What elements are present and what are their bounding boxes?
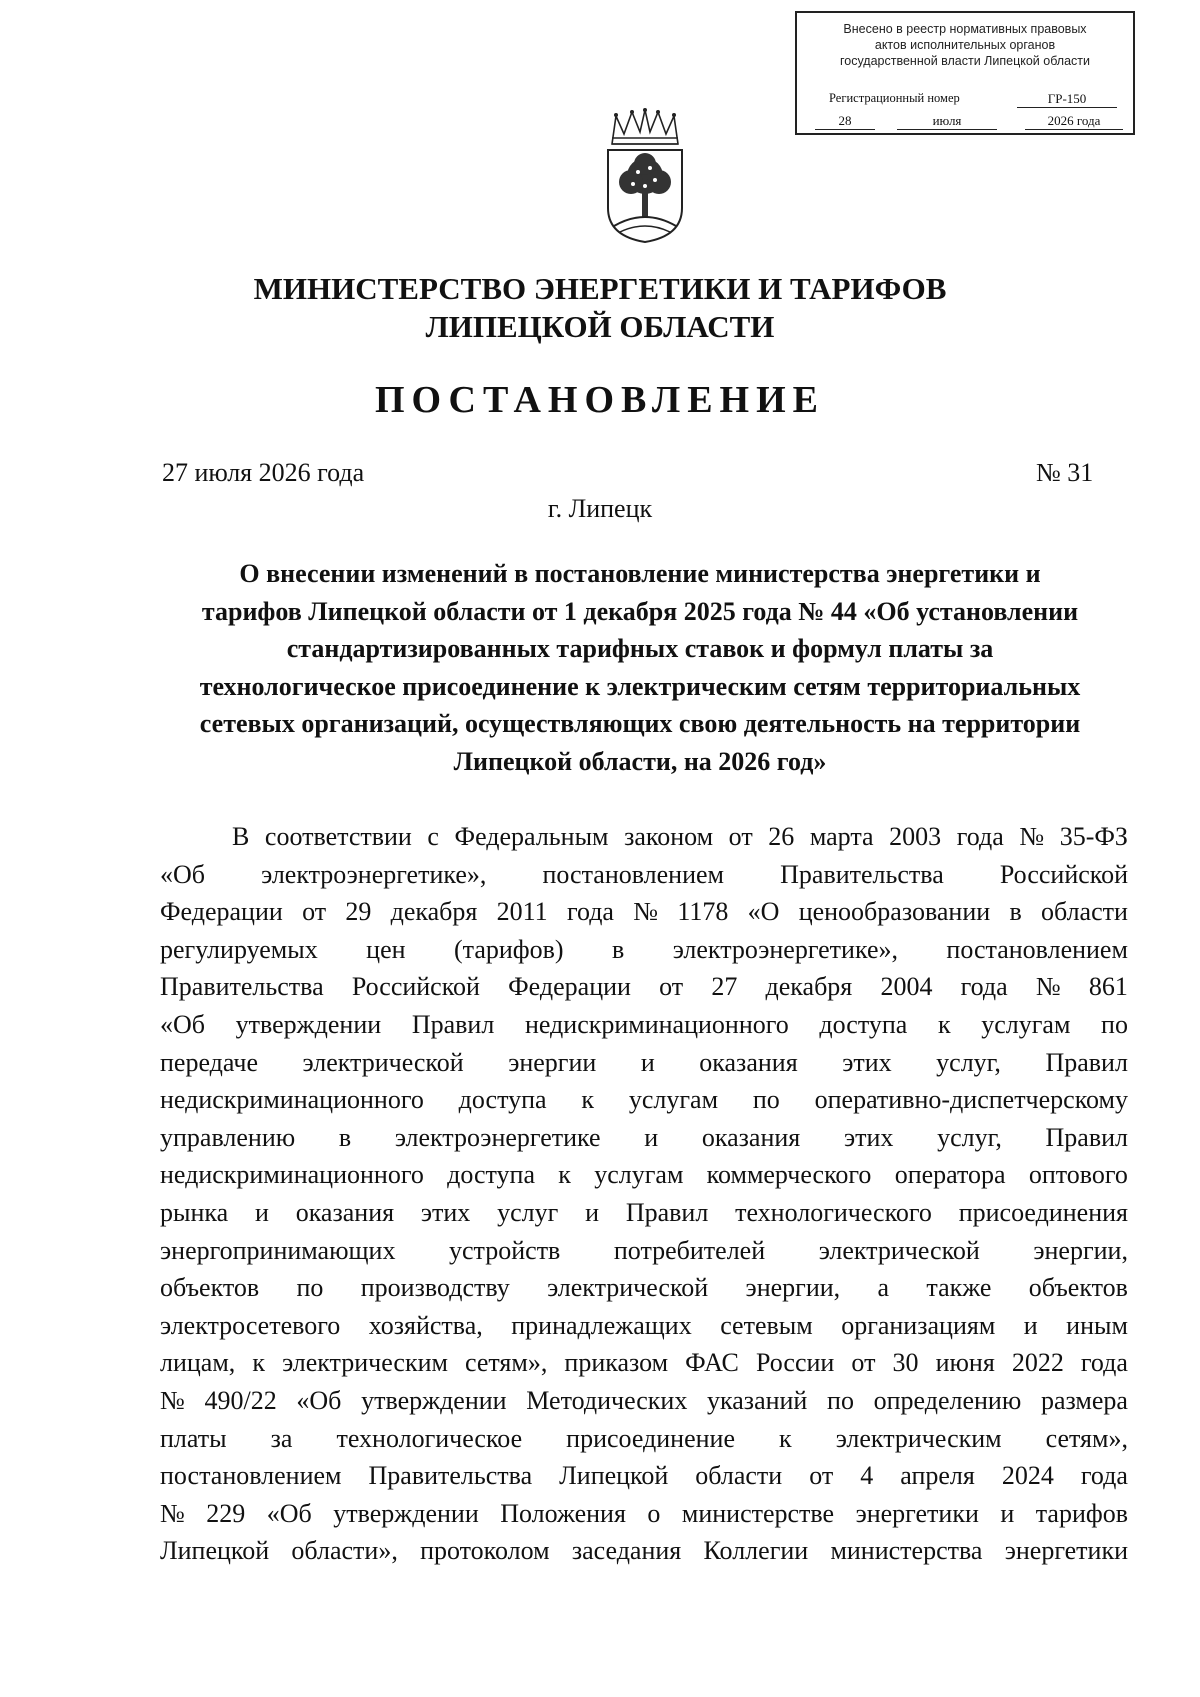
body-word: оптового bbox=[1028, 1160, 1128, 1190]
body-word: по bbox=[296, 1273, 324, 1303]
body-word: услуг bbox=[497, 1197, 559, 1227]
body-line bbox=[160, 1119, 1128, 1157]
lipetsk-coat-of-arms-icon bbox=[600, 108, 690, 243]
body-word: объектов bbox=[160, 1273, 260, 1303]
body-word: заседания bbox=[571, 1536, 682, 1566]
body-word: Правительства bbox=[160, 972, 324, 1002]
body-word: к bbox=[252, 1348, 265, 1378]
body-word: от bbox=[809, 1461, 834, 1491]
body-word: сетям», bbox=[1045, 1423, 1128, 1453]
body-word: иным bbox=[1066, 1310, 1128, 1340]
body-word: от bbox=[302, 897, 327, 927]
body-word: энергии bbox=[508, 1047, 597, 1077]
ministry-line-1: МИНИСТЕРСТВО ЭНЕРГЕТИКИ И ТАРИФОВ bbox=[253, 271, 947, 306]
body-word: «О bbox=[747, 897, 780, 927]
body-word: утверждении bbox=[333, 1498, 479, 1528]
body-word: утверждении bbox=[235, 1009, 382, 1039]
body-word: регулируемых bbox=[160, 934, 318, 964]
body-line bbox=[160, 856, 1128, 894]
body-word: законом bbox=[624, 822, 714, 851]
body-word: оператора bbox=[894, 1160, 1006, 1190]
body-word: электрической bbox=[818, 1235, 980, 1265]
body-word: размера bbox=[1040, 1385, 1128, 1415]
body-word: услугам bbox=[628, 1085, 719, 1115]
body-word: от bbox=[851, 1348, 876, 1378]
body-word: услуг, bbox=[937, 1122, 1002, 1152]
body-word: к bbox=[558, 1160, 571, 1190]
body-line bbox=[160, 1307, 1128, 1345]
body-word: энергии, bbox=[745, 1273, 841, 1303]
body-word: этих bbox=[842, 1047, 892, 1077]
body-word: 29 bbox=[345, 897, 372, 927]
body-line bbox=[160, 1156, 1128, 1194]
body-line bbox=[160, 1495, 1128, 1533]
body-word: постановлением bbox=[542, 859, 725, 889]
body-word: производству bbox=[360, 1273, 510, 1303]
body-word: министерстве bbox=[681, 1498, 835, 1528]
body-word: 2024 bbox=[1001, 1461, 1054, 1491]
body-word: услугам bbox=[594, 1160, 684, 1190]
title-line: Липецкой области, на 2026 год» bbox=[453, 746, 827, 776]
body-word: от bbox=[728, 822, 753, 851]
body-line bbox=[160, 1457, 1128, 1495]
body-word: Федеральным bbox=[454, 822, 609, 851]
body-word: «Об bbox=[296, 1385, 342, 1415]
body-word: апреля bbox=[900, 1461, 975, 1491]
body-word: сетевым bbox=[720, 1310, 813, 1340]
body-word: к bbox=[779, 1423, 792, 1453]
stamp-line-2: актов исполнительных органов bbox=[874, 38, 1056, 52]
body-word: Положения bbox=[500, 1498, 626, 1528]
title-line: сетевых организаций, осуществляющих свою деятельность на территории bbox=[199, 709, 1081, 738]
body-line bbox=[160, 1194, 1128, 1232]
body-word: года bbox=[1080, 1348, 1128, 1378]
body-word: Федерации bbox=[160, 897, 283, 927]
body-line bbox=[160, 931, 1128, 969]
document-city: г. Липецк bbox=[547, 494, 653, 523]
body-word: этих bbox=[843, 1122, 894, 1152]
body-word: о bbox=[647, 1498, 661, 1528]
body-line bbox=[160, 1269, 1128, 1307]
body-word: электроэнергетике», bbox=[672, 934, 898, 964]
body-word: электроэнергетике», bbox=[261, 859, 487, 889]
body-word: № bbox=[160, 1385, 185, 1415]
body-word: № bbox=[1035, 972, 1061, 1002]
body-word: управлению bbox=[160, 1122, 296, 1152]
document-title bbox=[150, 555, 1130, 780]
body-word: электрическим bbox=[282, 1348, 448, 1378]
body-word: присоединения bbox=[958, 1197, 1128, 1227]
body-word: этих bbox=[420, 1197, 471, 1227]
body-word: утверждении bbox=[361, 1385, 507, 1415]
body-word: за bbox=[270, 1423, 293, 1453]
document-date: 27 июля 2026 года bbox=[162, 458, 365, 487]
body-word: и bbox=[644, 1122, 659, 1152]
body-word: июня bbox=[935, 1348, 995, 1378]
body-word: электрическим bbox=[835, 1423, 1002, 1453]
body-word: доступа bbox=[447, 1160, 536, 1190]
body-word: платы bbox=[160, 1423, 227, 1453]
body-word: хозяйства, bbox=[368, 1310, 483, 1340]
stamp-year: 2026 года bbox=[1025, 113, 1123, 130]
body-word: также bbox=[926, 1273, 992, 1303]
body-word: лицам, bbox=[160, 1348, 236, 1378]
body-word: ФАС bbox=[685, 1348, 739, 1378]
body-word: а bbox=[877, 1273, 890, 1303]
body-word: электрической bbox=[547, 1273, 709, 1303]
body-word: В bbox=[232, 822, 250, 851]
body-word: по bbox=[1101, 1009, 1128, 1039]
stamp-line-1: Внесено в реестр нормативных правовых bbox=[843, 22, 1087, 36]
title-line: технологическое присоединение к электрическим сетям территориальных bbox=[199, 671, 1081, 701]
body-word: определению bbox=[873, 1385, 1022, 1415]
body-word: доступа bbox=[819, 1009, 908, 1039]
body-word: потребителей bbox=[613, 1235, 766, 1265]
body-word: оказания bbox=[295, 1197, 395, 1227]
body-word: к bbox=[581, 1085, 595, 1115]
body-word: Липецкой bbox=[559, 1461, 669, 1491]
body-word: постановлением bbox=[160, 1461, 342, 1491]
body-word: технологическое bbox=[336, 1423, 523, 1453]
body-word: России bbox=[755, 1348, 835, 1378]
stamp-reg-label: Регистрационный номер bbox=[829, 91, 960, 105]
document-type: ПОСТАНОВЛЕНИЕ bbox=[374, 379, 826, 421]
body-word: объектов bbox=[1028, 1273, 1128, 1303]
registry-stamp bbox=[795, 11, 1135, 135]
body-line bbox=[160, 968, 1128, 1006]
body-word: 2011 bbox=[496, 897, 548, 927]
body-word: коммерческого bbox=[706, 1160, 872, 1190]
body-line bbox=[160, 1532, 1128, 1570]
body-word: 861 bbox=[1088, 972, 1128, 1002]
body-word: и bbox=[640, 1047, 655, 1077]
body-word: 27 bbox=[711, 972, 738, 1002]
body-word: от bbox=[659, 972, 684, 1002]
body-word: «Об bbox=[266, 1498, 312, 1528]
body-word: и bbox=[1023, 1310, 1038, 1340]
body-word: декабря bbox=[390, 897, 478, 927]
body-word: 2022 bbox=[1011, 1348, 1064, 1378]
stamp-line-3: государственной власти Липецкой области bbox=[839, 54, 1091, 68]
body-word: Правительства bbox=[780, 859, 944, 889]
body-word: оказания bbox=[699, 1047, 798, 1077]
body-word: протоколом bbox=[420, 1536, 550, 1566]
body-line bbox=[160, 1006, 1128, 1044]
body-word: 26 bbox=[768, 822, 795, 851]
ministry-line-2: ЛИПЕЦКОЙ ОБЛАСТИ bbox=[425, 309, 775, 344]
body-line bbox=[160, 1081, 1128, 1119]
body-word: по bbox=[752, 1085, 780, 1115]
body-word: Липецкой bbox=[160, 1536, 270, 1566]
body-word: 2003 bbox=[889, 822, 942, 851]
body-word: по bbox=[827, 1385, 854, 1415]
body-word: «Об bbox=[160, 1009, 206, 1039]
title-line: тарифов Липецкой области от 1 декабря 2025 года № 44 «Об установлении bbox=[201, 596, 1079, 626]
body-word: № bbox=[633, 897, 659, 927]
body-line bbox=[160, 1344, 1128, 1382]
body-word: Коллегии bbox=[703, 1536, 809, 1566]
body-word: Правил bbox=[411, 1009, 495, 1039]
body-word: принадлежащих bbox=[511, 1310, 692, 1340]
body-word: области», bbox=[291, 1536, 398, 1566]
body-word: 35-ФЗ bbox=[1059, 822, 1128, 851]
body-word: электрической bbox=[302, 1047, 464, 1077]
body-word: 490/22 bbox=[204, 1385, 277, 1415]
document-body bbox=[160, 818, 1128, 1570]
body-word: в bbox=[612, 934, 625, 964]
body-word: и bbox=[1000, 1498, 1015, 1528]
body-word: электросетевого bbox=[160, 1310, 341, 1340]
body-word: к bbox=[937, 1009, 951, 1039]
body-line bbox=[160, 1420, 1128, 1458]
body-word: 1178 bbox=[677, 897, 729, 927]
body-word: и bbox=[254, 1197, 269, 1227]
body-word: 2004 bbox=[880, 972, 933, 1002]
body-word: энергетики bbox=[855, 1498, 979, 1528]
stamp-reg-number: ГР-150 bbox=[1017, 91, 1117, 108]
body-word: области bbox=[695, 1461, 783, 1491]
body-word: Правил bbox=[1045, 1122, 1128, 1152]
document-number: № 31 bbox=[1036, 458, 1094, 487]
body-word: в bbox=[338, 1122, 352, 1152]
body-word: организациям bbox=[841, 1310, 996, 1340]
body-word: электроэнергетике bbox=[394, 1122, 601, 1152]
body-word: декабря bbox=[765, 972, 853, 1002]
body-word: марта bbox=[809, 822, 874, 851]
body-word: Методических bbox=[526, 1385, 688, 1415]
body-word: с bbox=[427, 822, 439, 851]
stamp-day: 28 bbox=[815, 113, 875, 130]
body-word: № bbox=[160, 1498, 185, 1528]
body-word: года bbox=[1080, 1461, 1128, 1491]
body-word: технологического bbox=[735, 1197, 932, 1227]
body-word: недискриминационного bbox=[160, 1085, 424, 1115]
body-line bbox=[160, 818, 1128, 856]
body-line bbox=[160, 1382, 1128, 1420]
body-word: энергии, bbox=[1033, 1235, 1128, 1265]
body-line bbox=[160, 1044, 1128, 1082]
body-word: доступа bbox=[458, 1085, 547, 1115]
body-word: указаний bbox=[707, 1385, 808, 1415]
body-word: Российской bbox=[351, 972, 480, 1002]
body-word: «Об bbox=[160, 859, 206, 889]
body-word: ценообразовании bbox=[798, 897, 991, 927]
body-word: министерства bbox=[830, 1536, 983, 1566]
body-line bbox=[160, 1232, 1128, 1270]
body-word: недискриминационного bbox=[160, 1160, 424, 1190]
body-word: соответствии bbox=[264, 822, 412, 851]
body-word: 229 bbox=[206, 1498, 246, 1528]
body-word: тарифов bbox=[1035, 1498, 1128, 1528]
body-word: Российской bbox=[999, 859, 1128, 889]
body-word: энергопринимающих bbox=[160, 1235, 396, 1265]
body-word: в bbox=[1009, 897, 1022, 927]
body-word: недискриминационного bbox=[524, 1009, 789, 1039]
body-word: Федерации bbox=[508, 972, 631, 1002]
body-word: устройств bbox=[449, 1235, 561, 1265]
body-word: оперативно-диспетчерскому bbox=[814, 1085, 1128, 1115]
body-word: услугам bbox=[981, 1009, 1071, 1039]
body-word: рынка bbox=[160, 1197, 229, 1227]
body-word: 4 bbox=[860, 1461, 874, 1491]
title-line: О внесении изменений в постановление министерства энергетики и bbox=[239, 559, 1041, 588]
stamp-month: июля bbox=[897, 113, 997, 130]
body-word: сетям», bbox=[465, 1348, 548, 1378]
body-word: цен bbox=[366, 934, 406, 964]
title-line: стандартизированных тарифных ставок и формул платы за bbox=[286, 634, 994, 663]
body-word: и bbox=[585, 1197, 600, 1227]
body-word: Правил bbox=[1045, 1047, 1128, 1077]
body-word: года bbox=[960, 972, 1008, 1002]
body-word: энергетики bbox=[1004, 1536, 1128, 1566]
body-word: Правительства bbox=[368, 1461, 533, 1491]
body-word: постановлением bbox=[946, 934, 1128, 964]
body-word: № bbox=[1019, 822, 1045, 851]
body-word: года bbox=[566, 897, 614, 927]
body-word: услуг, bbox=[936, 1047, 1001, 1077]
body-line bbox=[160, 893, 1128, 931]
body-word: года bbox=[956, 822, 1004, 851]
body-word: области bbox=[1040, 897, 1128, 927]
ministry-name bbox=[0, 270, 1200, 346]
body-word: присоединение bbox=[566, 1423, 736, 1453]
body-word: 30 bbox=[892, 1348, 919, 1378]
body-word: передаче bbox=[160, 1047, 258, 1077]
body-word: оказания bbox=[701, 1122, 801, 1152]
body-word: приказом bbox=[564, 1348, 669, 1378]
body-word: (тарифов) bbox=[453, 934, 564, 964]
body-word: Правил bbox=[625, 1197, 709, 1227]
